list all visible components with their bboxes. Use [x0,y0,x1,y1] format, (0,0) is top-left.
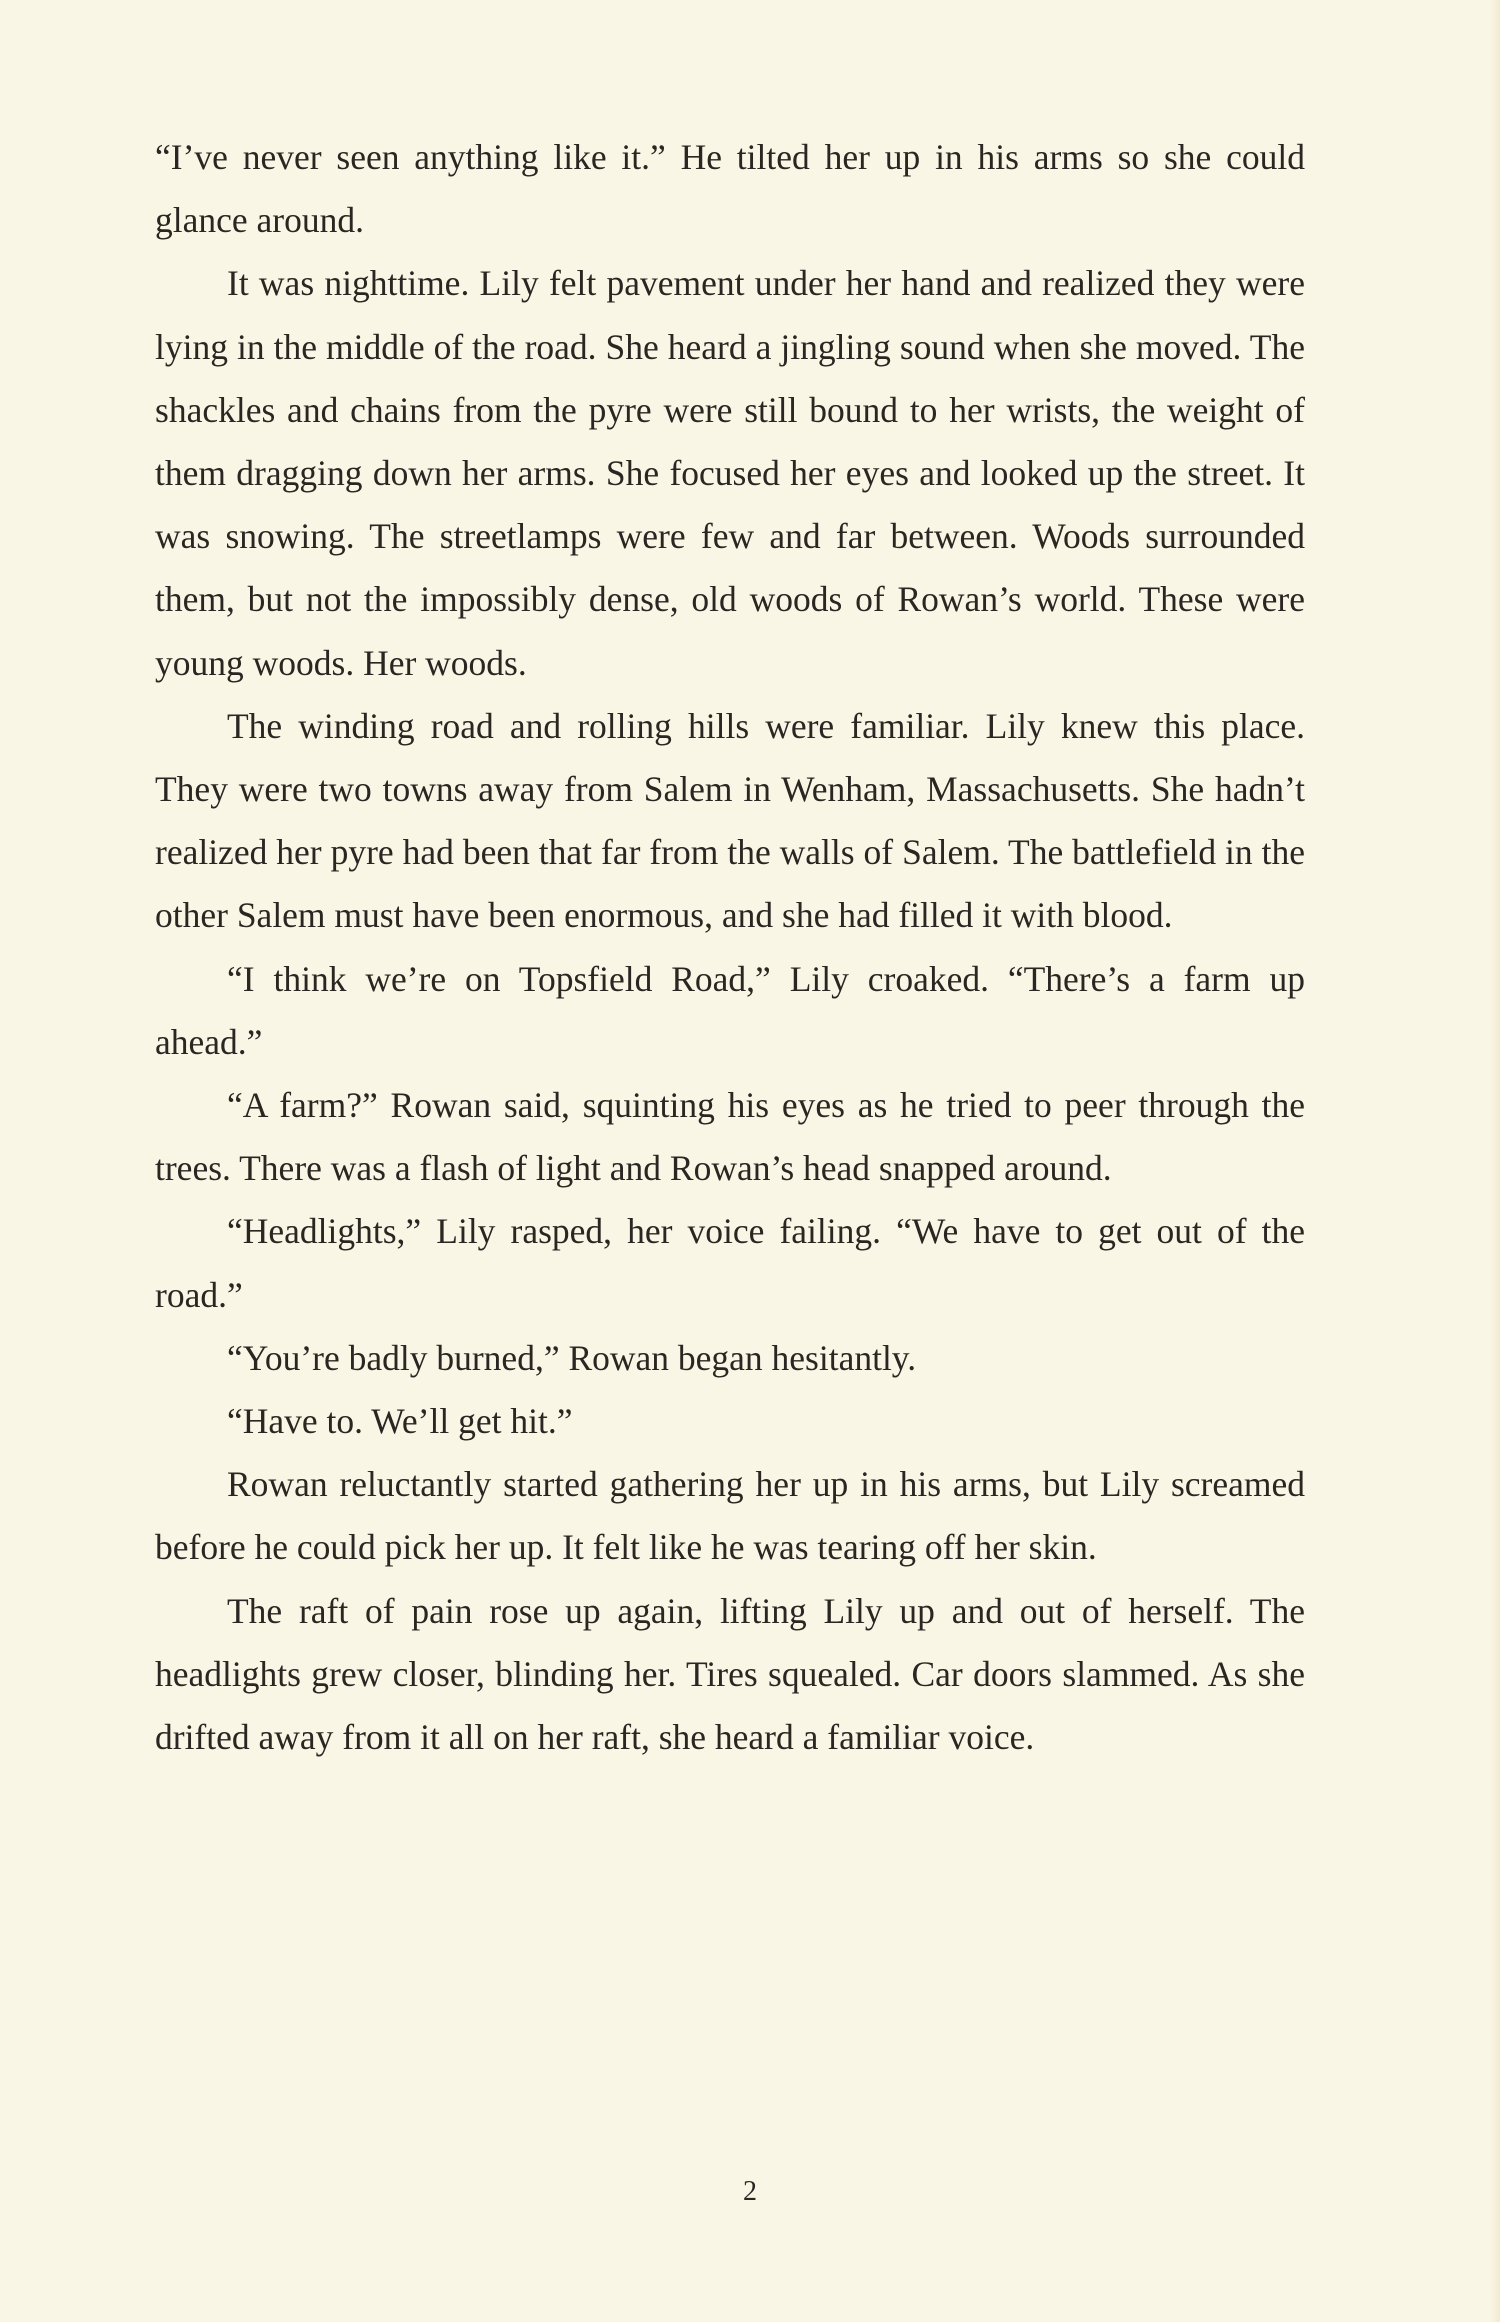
paragraph: The winding road and rolling hills were familiar. Lily knew this place. They were two towns away from Salem in Wenham, Massachusetts. She hadn’t realized her pyre had been that far from the walls of Salem. The battlefield in the other Salem must have been enormous, and she had filled it with blood. [155,705,1305,936]
paragraph: It was nighttime. Lily felt pavement under her hand and realized they were lying in the middle of the road. She heard a jingling sound when she moved. The shackles and chains from the pyre were still bound to her wrists, the weight of them dragging down her arms. She focused her eyes and looked up the street. It was snowing. The streetlamps were few and far between. Woods surrounded them, but not the impossibly dense, old woods of Rowan’s world. These were young woods. Her woods. [155,263,1305,683]
page-number: 2 [743,2176,757,2207]
paragraph: “A farm?” Rowan said, squinting his eyes as he tried to peer through the trees. There was a flash of light and Rowan’s head snapped around. [155,1085,1305,1189]
paragraph: “I’ve never seen anything like it.” He tilted her up in his arms so she could glance around. [155,137,1305,241]
body-text [155,126,1305,1769]
paragraph: “I think we’re on Topsfield Road,” Lily croaked. “There’s a farm up ahead.” [155,958,1305,1062]
page-edge-shadow [1490,0,1500,2322]
paragraph: The raft of pain rose up again, lifting Lily up and out of herself. The headlights grew closer, blinding her. Tires squealed. Car doors slammed. As she drifted away from it all on her raft, she heard a familiar voice. [155,1590,1305,1758]
paragraph: “You’re badly burned,” Rowan began hesitantly. [227,1337,917,1378]
paragraph: Rowan reluctantly started gathering her up in his arms, but Lily screamed before he could pick her up. It felt like he was tearing off her skin. [155,1464,1305,1568]
paragraph: “Headlights,” Lily rasped, her voice failing. “We have to get out of the road.” [155,1211,1305,1315]
paragraph: “Have to. We’ll get hit.” [227,1401,573,1442]
